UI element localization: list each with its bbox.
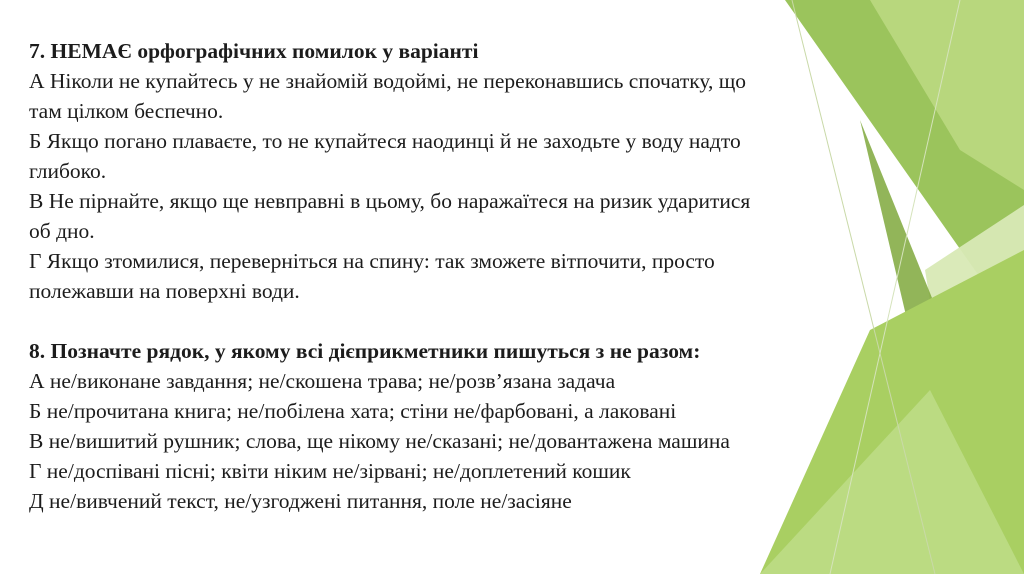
- question-7-title: 7. НЕМАЄ орфографічних помилок у варіанті: [29, 39, 479, 63]
- q7-line: там цілком беспечно.: [29, 99, 224, 123]
- q7-line: Б Якщо погано плаваєте, то не купайтеся наодинці й не заходьте у воду надто: [29, 129, 741, 153]
- q7-line: В Не пірнайте, якщо ще невправні в цьому, бо наражаїтеся на ризик ударитися: [29, 189, 751, 213]
- question-8-title: 8. Позначте рядок, у якому всі дієприкметники пишуться з не разом:: [29, 339, 701, 363]
- q8-option: Г не/доспівані пісні; квіти ніким не/зірвані; не/доплетений кошик: [29, 459, 631, 483]
- q7-line: об дно.: [29, 219, 95, 243]
- q8-option: А не/виконане завдання; не/скошена трава; не/розв’язана задача: [29, 369, 616, 393]
- q8-option: Б не/прочитана книга; не/побілена хата; стіни не/фарбовані, а лаковані: [29, 399, 677, 423]
- q7-line: А Ніколи не купайтесь у не знайомій водоймі, не переконавшись спочатку, що: [29, 69, 747, 93]
- slide-content: [29, 36, 909, 516]
- paragraph-spacer: [29, 306, 909, 336]
- q7-line: глибоко.: [29, 159, 107, 183]
- q8-option: Д не/вивчений текст, не/узгоджені питання, поле не/засіяне: [29, 489, 572, 513]
- q7-line: полежавши на поверхні води.: [29, 279, 300, 303]
- q8-option: В не/вишитий рушник; слова, ще нікому не/сказані; не/довантажена машина: [29, 429, 730, 453]
- q7-line: Г Якщо зтомилися, переверніться на спину: так зможете вітпочити, просто: [29, 249, 715, 273]
